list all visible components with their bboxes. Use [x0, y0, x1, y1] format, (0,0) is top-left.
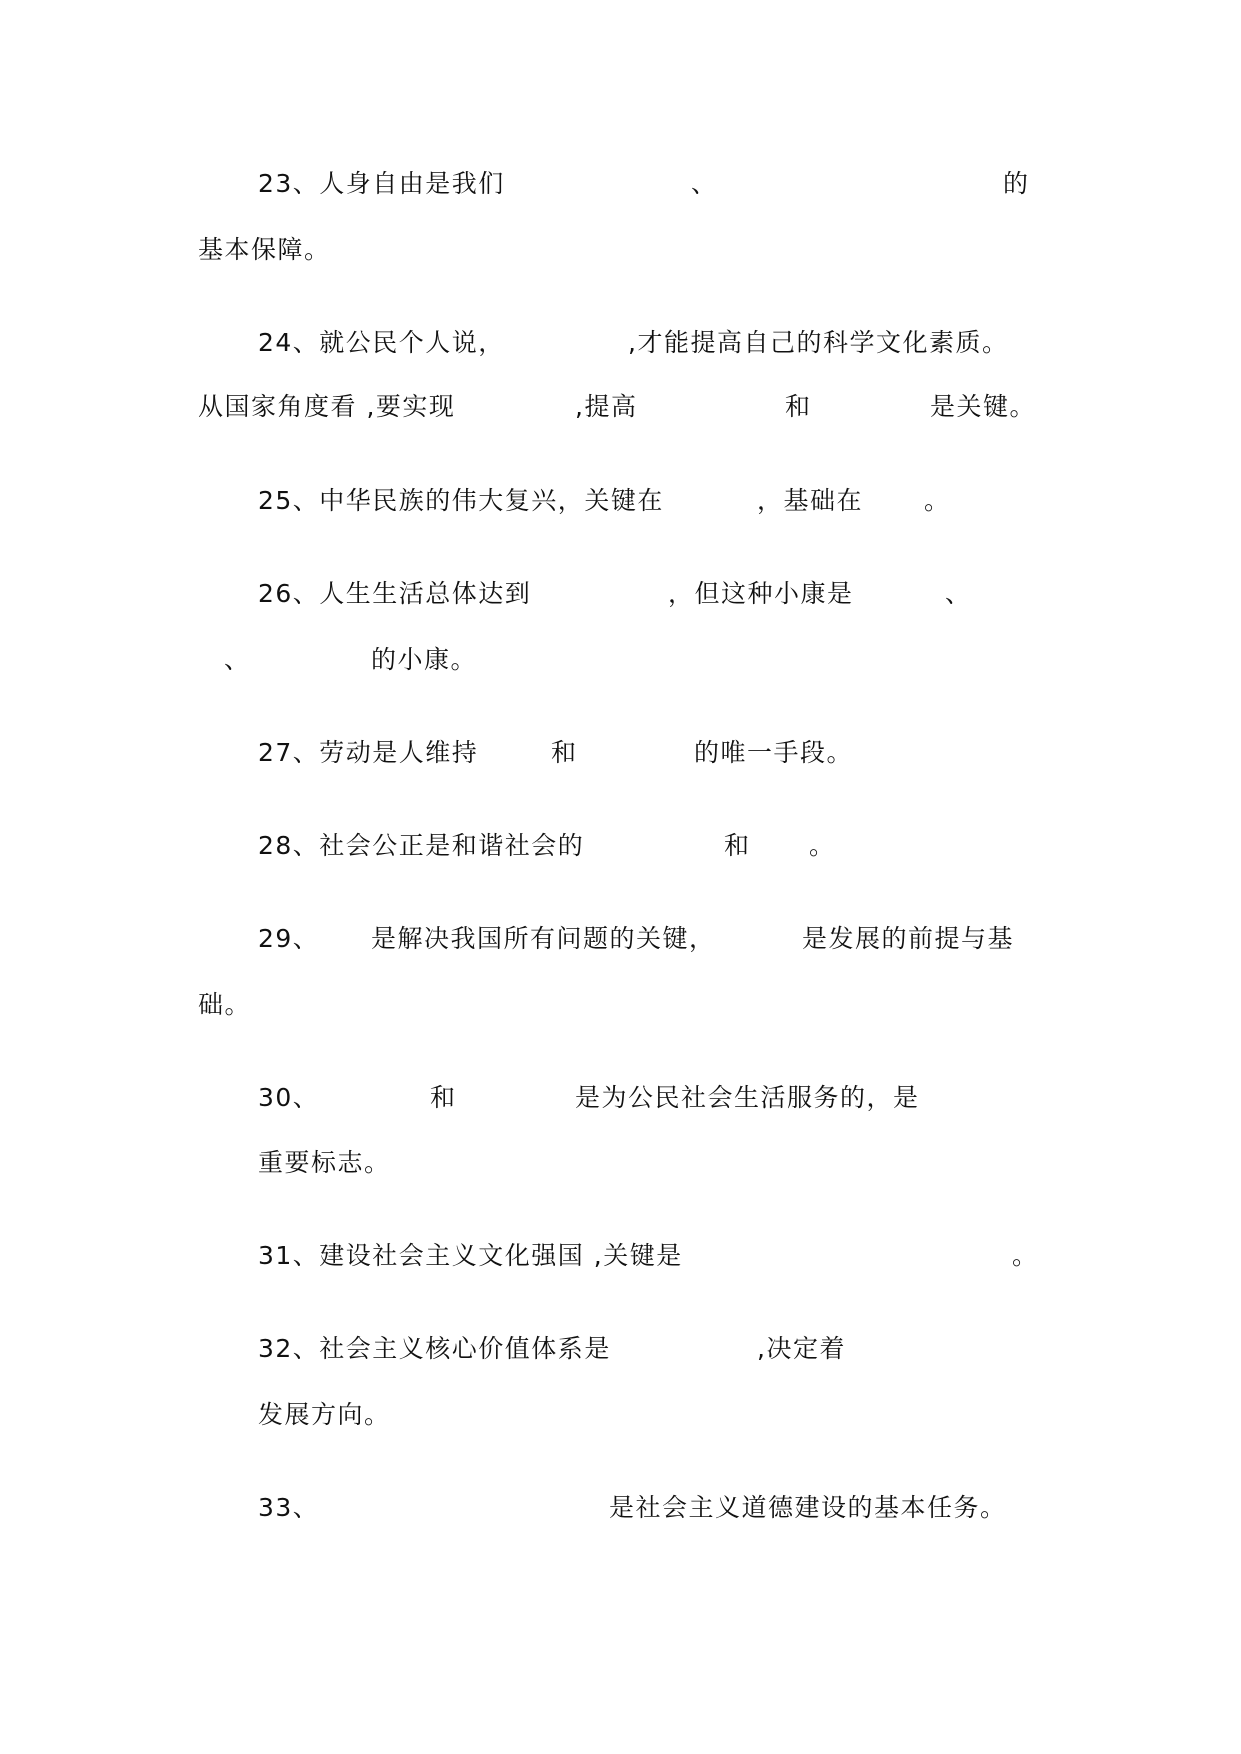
question-text: 的小康。: [371, 645, 478, 674]
question-text: 33、: [258, 1493, 320, 1522]
question-text: 28、社会公正是和谐社会的: [258, 831, 585, 860]
question-text: 和: [785, 392, 812, 421]
question-text: 是发展的前提与基: [802, 924, 1015, 953]
question-text: 重要标志。: [258, 1148, 391, 1177]
question-text: 32、社会主义核心价值体系是: [258, 1334, 611, 1363]
question-text: 29、: [258, 924, 320, 953]
question-text: 。: [1012, 1241, 1039, 1270]
question-text: 是关键。: [930, 392, 1037, 421]
question-text: 从国家角度看 ,要实现: [198, 392, 456, 421]
question-text: 、: [691, 169, 718, 198]
question-text: 。: [809, 831, 836, 860]
question-text: 发展方向。: [258, 1400, 391, 1429]
question-text: ,决定着: [757, 1334, 846, 1363]
question-text: 基本保障。: [198, 235, 331, 264]
question-text: 25、中华民族的伟大复兴，关键在: [258, 486, 664, 515]
question-text: 、: [224, 645, 251, 674]
question-text: 和: [551, 738, 578, 767]
question-text: 和: [430, 1083, 457, 1112]
question-text: 31、建设社会主义文化强国 ,关键是: [258, 1241, 683, 1270]
question-text: ，但这种小康是: [668, 579, 854, 608]
question-text: 。: [924, 486, 951, 515]
question-text: 和: [724, 831, 751, 860]
question-text: 是为公民社会生活服务的，是: [575, 1083, 920, 1112]
question-text: 的: [1003, 169, 1030, 198]
question-text: 27、劳动是人维持: [258, 738, 479, 767]
question-text: 础。: [198, 990, 252, 1019]
question-text: 是社会主义道德建设的基本任务。: [609, 1493, 1007, 1522]
question-text: ,才能提高自己的科学文化素质。: [628, 328, 1009, 357]
question-text: 是解决我国所有问题的关键，: [371, 924, 716, 953]
question-text: ,提高: [575, 392, 638, 421]
question-text: 26、人生生活总体达到: [258, 579, 532, 608]
question-text: 30、: [258, 1083, 320, 1112]
question-text: 、: [945, 579, 972, 608]
question-text: ，基础在: [757, 486, 864, 515]
question-text: 23、人身自由是我们: [258, 169, 505, 198]
question-text: 24、就公民个人说，: [258, 328, 505, 357]
question-text: 的唯一手段。: [694, 738, 854, 767]
